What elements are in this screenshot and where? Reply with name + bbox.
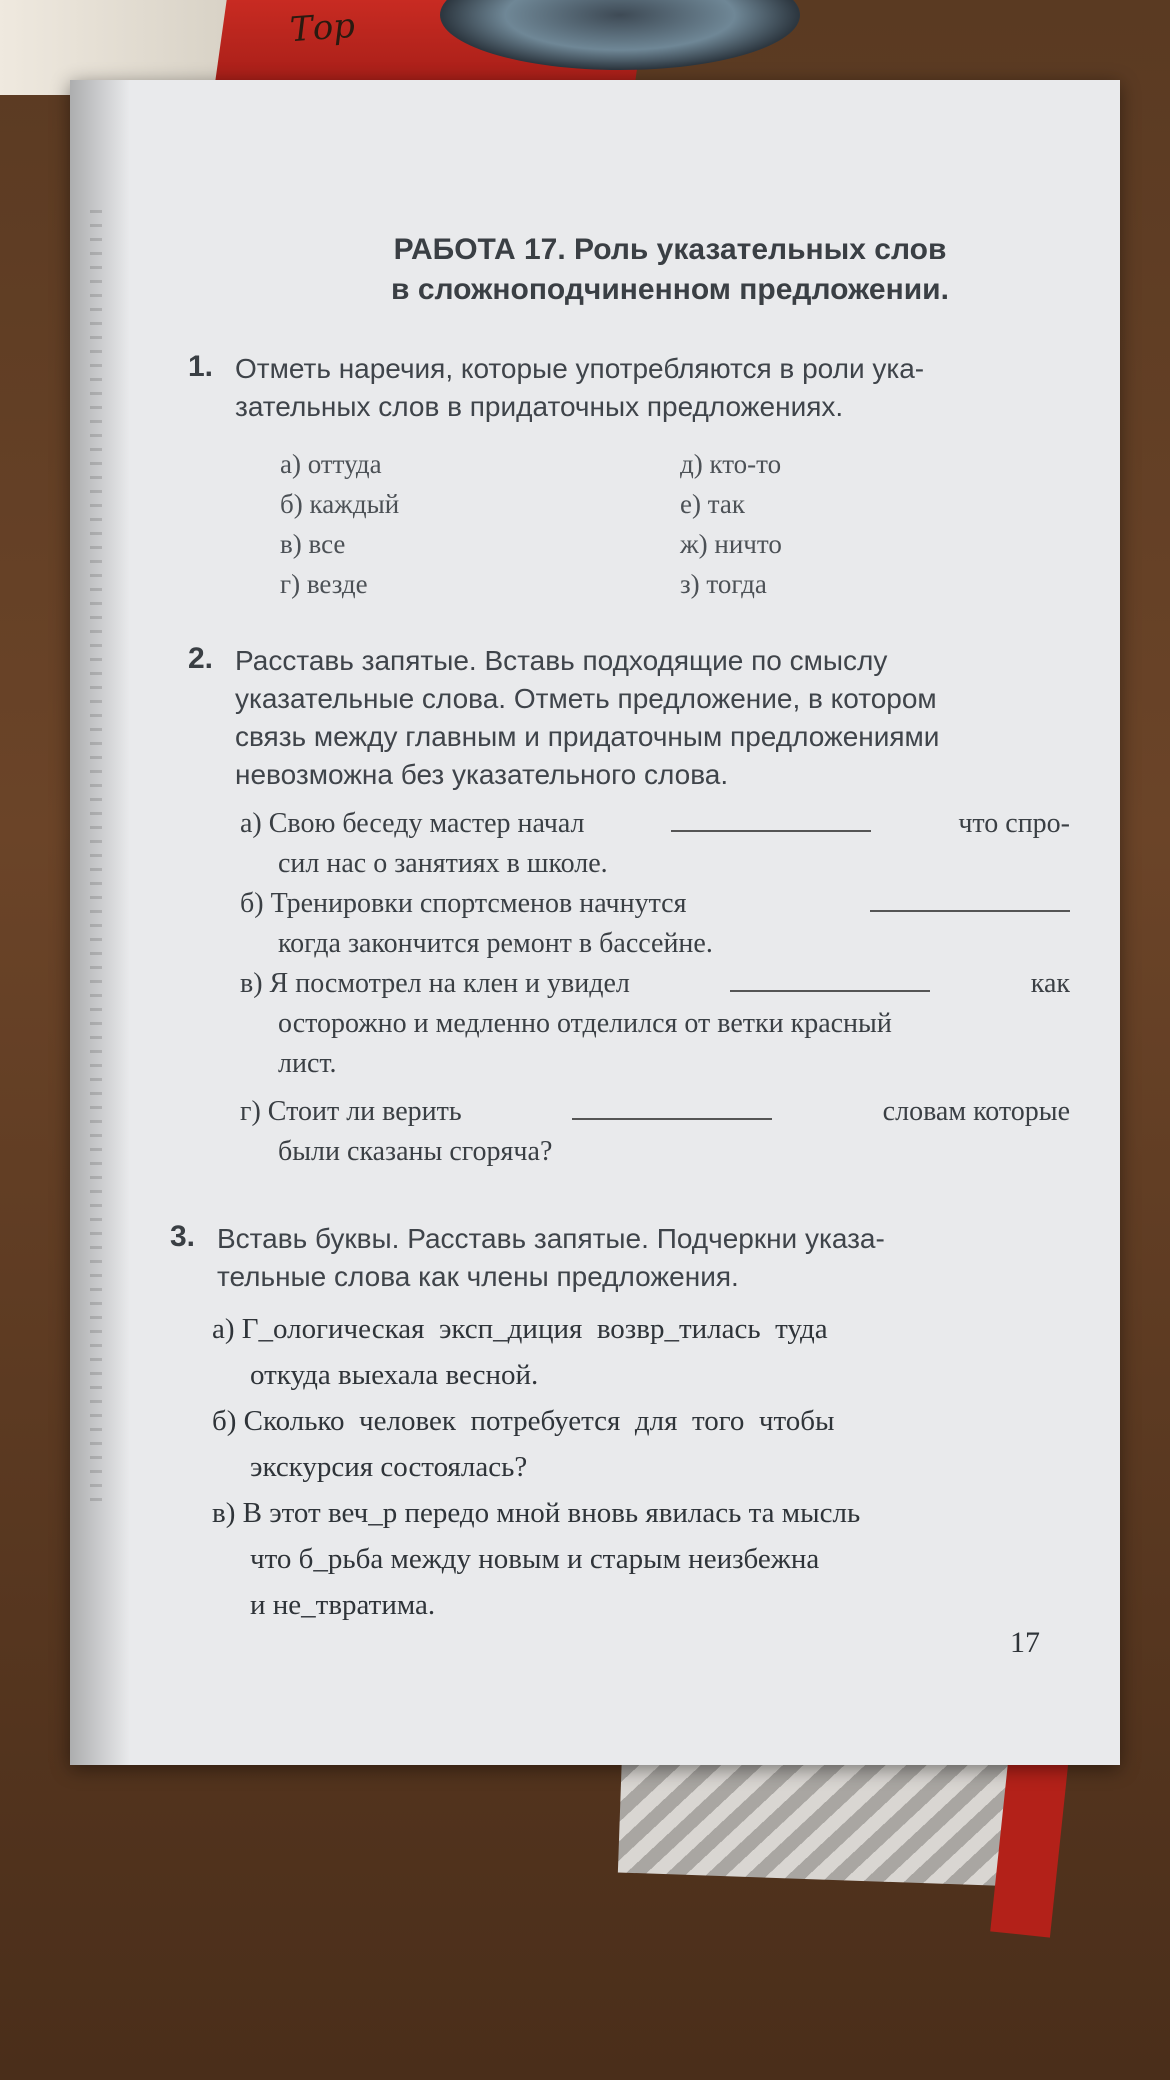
option[interactable]: в) все	[280, 529, 346, 559]
option[interactable]: д) кто-то	[680, 449, 782, 479]
option[interactable]: ж) ничто	[680, 529, 782, 559]
sentence-continuation: откуда выехала весной.	[250, 1359, 539, 1391]
sentence-text: а) Свою беседу мастер начал	[240, 808, 585, 839]
task-3	[172, 1220, 1070, 1628]
instruction-line: Отметь наречия, которые употребляются в роли ука-	[235, 353, 925, 384]
options-grid	[280, 444, 1070, 604]
sentence-b	[240, 884, 1070, 924]
sentence-text: как	[1030, 968, 1070, 999]
instruction-line: невозможна без указательного слова.	[235, 759, 729, 790]
task-2	[190, 642, 1070, 1172]
sentence-continuation: когда закончится ремонт в бассейне.	[278, 928, 713, 959]
option[interactable]: б) каждый	[280, 489, 400, 519]
sentence-continuation: сил нас о занятиях в школе.	[278, 848, 608, 879]
option[interactable]: г) везде	[280, 569, 368, 599]
sentence-continuation: осторожно и медленно отделился от ветки красный	[278, 1008, 892, 1039]
sentence-g	[240, 1092, 1070, 1132]
instruction-line: тельные слова как члены предложения.	[217, 1261, 739, 1292]
sentence-continuation: были сказаны сгоряча?	[278, 1136, 553, 1167]
task-number: 2.	[188, 642, 214, 675]
instruction-line: Расставь запятые. Вставь подходящие по смыслу	[235, 645, 888, 676]
sentence-v: в) В этот веч_р передо мной вновь явилась та мысль	[212, 1497, 861, 1529]
background-objects	[0, 0, 1170, 90]
task-instructions	[235, 642, 1070, 794]
option[interactable]: а) оттуда	[280, 449, 382, 479]
sentences	[240, 804, 1070, 1172]
instruction-line: зательных слов в придаточных предложениях.	[235, 391, 844, 422]
answer-blank[interactable]	[870, 884, 1070, 912]
sentence-text: г) Стоит ли верить	[240, 1096, 462, 1127]
option[interactable]: з) тогда	[680, 569, 767, 599]
sentence-text: в) Я посмотрел на клен и увидел	[240, 968, 630, 999]
instruction-line: связь между главным и придаточным предложениями	[235, 721, 940, 752]
page-number: 17	[1010, 1626, 1040, 1659]
option[interactable]: е) так	[680, 489, 745, 519]
sentence-continuation: и не_твратима.	[250, 1589, 436, 1621]
sentence-continuation: что б_рьба между новым и старым неизбежна	[250, 1543, 820, 1575]
notebook-label: Тор	[288, 5, 357, 51]
answer-blank[interactable]	[572, 1092, 772, 1120]
sentence-v	[240, 964, 1070, 1004]
page-title	[320, 230, 1020, 310]
sentence-continuation: лист.	[278, 1048, 337, 1079]
answer-blank[interactable]	[730, 964, 930, 992]
task-number: 3.	[170, 1220, 196, 1253]
sentence-b: б) Сколько человек потребуется для того чтобы	[212, 1405, 835, 1437]
task-number: 1.	[188, 350, 214, 383]
sentences	[212, 1306, 1070, 1628]
answer-blank[interactable]	[671, 804, 871, 832]
sentence-text: словам которые	[882, 1096, 1070, 1127]
sentence-text: что спро-	[958, 808, 1070, 839]
task-1	[190, 350, 1070, 604]
binding-marks	[90, 210, 102, 1510]
sentence-text: б) Тренировки спортсменов начнутся	[240, 888, 687, 919]
title-line-2: в сложноподчиненном предложении.	[391, 273, 949, 306]
sentence-a: а) Г_ологическая эксп_диция возвр_тилась туда	[212, 1313, 828, 1345]
sentence-continuation: экскурсия состоялась?	[250, 1451, 528, 1483]
instruction-line: указательные слова. Отметь предложение, в котором	[235, 683, 937, 714]
title-line-1: РАБОТА 17. Роль указательных слов	[393, 233, 947, 266]
page-content	[170, 150, 1070, 1628]
task-instructions	[217, 1220, 1070, 1296]
instruction-line: Вставь буквы. Расставь запятые. Подчеркни указа-	[217, 1223, 885, 1254]
workbook-page	[70, 80, 1120, 1765]
sentence-a	[240, 804, 1070, 844]
task-instructions	[235, 350, 1070, 426]
